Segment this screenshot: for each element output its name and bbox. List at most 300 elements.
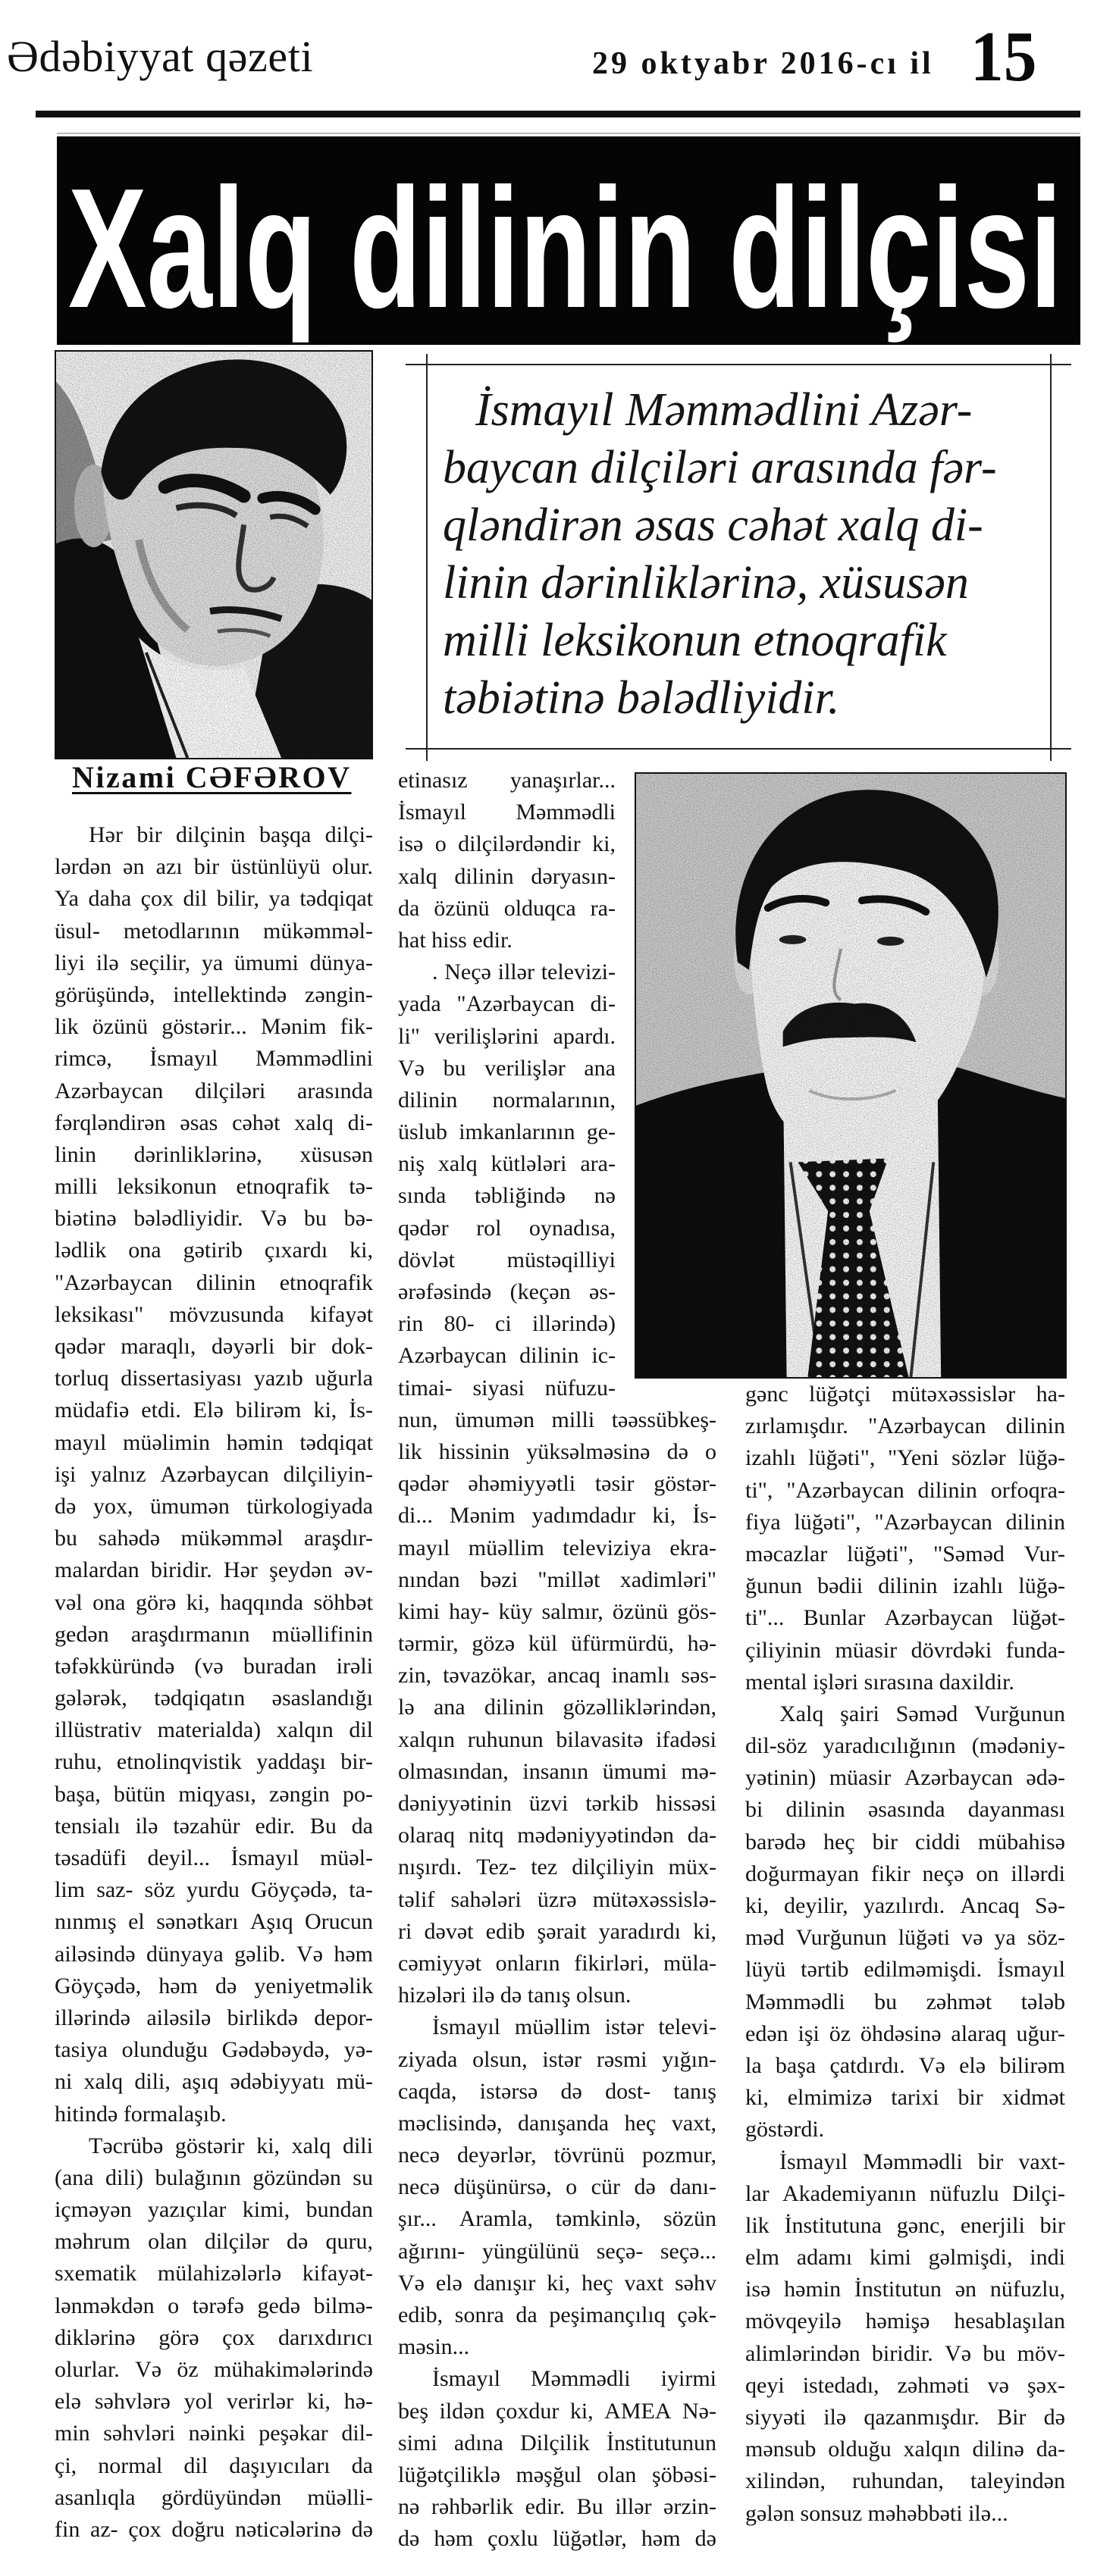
text-line bbox=[55, 2354, 373, 2386]
word: istər bbox=[542, 2046, 582, 2072]
word: salmır, bbox=[541, 1598, 603, 1624]
text-line bbox=[55, 1299, 373, 1331]
word: o bbox=[168, 2293, 180, 2318]
word: İs- bbox=[692, 1503, 716, 1529]
word: alaraq bbox=[951, 2020, 1007, 2046]
word: lüğətlər, bbox=[552, 2526, 627, 2552]
word: cəhət bbox=[232, 1110, 281, 1135]
word: oynadısa, bbox=[528, 1215, 616, 1241]
word: gös- bbox=[677, 1598, 716, 1624]
word: bu bbox=[55, 1526, 77, 1551]
word: ümumən bbox=[455, 1407, 534, 1432]
word: düşünürsə, bbox=[453, 2174, 552, 2200]
word: araşdır- bbox=[303, 1526, 373, 1551]
header-rule bbox=[36, 111, 1080, 117]
word: tez bbox=[531, 1855, 558, 1880]
text-line bbox=[55, 2386, 373, 2418]
word: siyasi bbox=[472, 1375, 525, 1401]
word: qədər bbox=[398, 1215, 449, 1241]
text-line bbox=[745, 1507, 1065, 1538]
word: ri bbox=[398, 1918, 412, 1944]
word: tövrünü bbox=[553, 2142, 625, 2168]
word: istedadı, bbox=[802, 2372, 879, 2398]
word: barədə bbox=[745, 1829, 806, 1855]
word: Hər bbox=[223, 1557, 258, 1583]
word: lik bbox=[55, 1014, 79, 1040]
word: xidmət bbox=[1002, 2085, 1065, 2111]
word: miqyası, bbox=[178, 1781, 256, 1807]
word: müdafiə bbox=[55, 1398, 130, 1423]
text-line bbox=[398, 1660, 716, 1692]
word: tədqiqat bbox=[299, 1429, 373, 1455]
word: bə- bbox=[343, 1206, 373, 1232]
word: nüfuzlu bbox=[929, 2180, 999, 2206]
word: Mənim bbox=[260, 1014, 327, 1040]
word: müəl- bbox=[320, 1845, 373, 1870]
word: rəhbərlik bbox=[431, 2494, 514, 2520]
word: bilavasitə bbox=[556, 1726, 644, 1752]
word: görə bbox=[135, 1589, 177, 1615]
word: Bu bbox=[576, 2494, 603, 2520]
word: kifayət bbox=[309, 1301, 373, 1327]
word: ailəsində bbox=[55, 1941, 136, 1967]
word: haqqında bbox=[220, 1589, 304, 1615]
text-line bbox=[55, 1171, 373, 1203]
word: xalq bbox=[291, 2133, 331, 2158]
word: üstünlüyü bbox=[230, 854, 321, 880]
word: metodlarının bbox=[123, 918, 240, 944]
word: illərdi bbox=[1011, 1861, 1065, 1886]
word: olduqca bbox=[503, 895, 576, 921]
text-line bbox=[745, 1538, 1065, 1570]
word: Nə- bbox=[682, 2398, 716, 2424]
word: Məmmədli bbox=[863, 2149, 963, 2174]
word: möv- bbox=[1017, 2340, 1065, 2366]
text-line bbox=[745, 2402, 1065, 2434]
text-line bbox=[55, 1554, 373, 1586]
word: rimcə, bbox=[55, 1046, 112, 1072]
word: fiya bbox=[745, 1509, 781, 1535]
word: ge- bbox=[586, 1119, 616, 1145]
word: intellektində bbox=[173, 981, 287, 1007]
text-line bbox=[398, 1884, 716, 1916]
text-line bbox=[398, 1468, 716, 1500]
word: funda- bbox=[1005, 1637, 1065, 1663]
word: yığın- bbox=[662, 2046, 716, 2072]
word: Vurğunun bbox=[974, 1701, 1065, 1726]
word: görə bbox=[158, 2324, 199, 2350]
word: səhvləri bbox=[103, 2421, 176, 2446]
word: lar bbox=[745, 2180, 770, 2206]
word: tensialı bbox=[55, 1813, 121, 1839]
word: tərtib bbox=[801, 1957, 849, 1983]
word: yanaşırlar... bbox=[509, 768, 616, 793]
word: Xalq bbox=[779, 1701, 824, 1726]
word: istər bbox=[604, 2014, 644, 2040]
text-line bbox=[55, 1842, 373, 1874]
word: siyyəti bbox=[745, 2405, 806, 2430]
word: tə- bbox=[349, 1174, 373, 1200]
word: edən bbox=[745, 2020, 788, 2046]
word: sözün bbox=[663, 2206, 716, 2232]
word: məhrum bbox=[55, 2229, 130, 2255]
word: tərəfə bbox=[192, 2293, 244, 2318]
word: Təcrübə bbox=[89, 2133, 164, 2158]
word: şairi bbox=[840, 1701, 879, 1726]
word: ədə- bbox=[1026, 1765, 1065, 1791]
word: gətirib bbox=[183, 1238, 243, 1263]
word: ziyada bbox=[398, 2046, 458, 2072]
text-line bbox=[745, 2050, 1065, 2082]
word: çatdırdı. bbox=[829, 2052, 905, 2078]
text-line bbox=[55, 1491, 373, 1523]
text-line bbox=[398, 2396, 716, 2427]
word: İnstitutuna bbox=[784, 2212, 882, 2238]
word: bələdliyidir. bbox=[133, 1206, 243, 1232]
word: hissəsi bbox=[655, 1791, 716, 1816]
text-line bbox=[398, 1085, 616, 1116]
word: o bbox=[434, 831, 447, 857]
word: hə- bbox=[687, 1631, 716, 1657]
text-line bbox=[55, 1363, 373, 1394]
text-line bbox=[55, 1811, 373, 1842]
word: dilçilərdəndir bbox=[458, 831, 581, 857]
word: dil bbox=[183, 2452, 208, 2478]
word: lədlik bbox=[55, 1238, 107, 1263]
word: gəlmişdi, bbox=[928, 2245, 1013, 2271]
word: başa, bbox=[55, 1781, 101, 1807]
word: taleyindən bbox=[970, 2468, 1065, 2494]
word: bulağının bbox=[155, 2164, 241, 2190]
word: "Səməd bbox=[933, 1541, 1005, 1567]
word: şır... bbox=[398, 2206, 437, 2232]
word: "Yeni bbox=[887, 1445, 939, 1471]
word: xalq bbox=[398, 863, 437, 889]
word: quru, bbox=[325, 2229, 373, 2255]
word: olur. bbox=[331, 854, 373, 880]
word: gəlib. bbox=[234, 1941, 286, 1967]
word: müx- bbox=[668, 1855, 716, 1880]
word: uğurla bbox=[315, 1366, 373, 1391]
word: nından bbox=[398, 1567, 460, 1592]
left-column bbox=[55, 819, 373, 2546]
text-line bbox=[745, 1379, 1065, 1410]
word: qədər bbox=[55, 1334, 105, 1359]
text-line: göstərdi. bbox=[745, 2117, 825, 2142]
word: ancaq bbox=[547, 1663, 600, 1689]
text-line bbox=[398, 2011, 716, 2043]
pull-quote-line: qləndirən əsas cəhət xalq di- bbox=[443, 499, 983, 551]
text-line bbox=[745, 1475, 1065, 1507]
word: müasir bbox=[835, 1637, 898, 1663]
word: cür bbox=[591, 2174, 620, 2200]
word: dövlət bbox=[398, 1247, 455, 1272]
text-line bbox=[55, 979, 373, 1011]
word: də bbox=[55, 1493, 77, 1519]
word: ümumən bbox=[149, 1493, 230, 1519]
word: dünya- bbox=[309, 950, 373, 975]
word: ra- bbox=[590, 895, 616, 921]
word: ailəsilə bbox=[146, 2005, 212, 2030]
word: ki, bbox=[693, 1918, 716, 1944]
word: nə bbox=[594, 1183, 616, 1209]
word: tasiya bbox=[55, 2037, 108, 2063]
word: fikir bbox=[870, 1861, 911, 1886]
word: vaxt bbox=[624, 2270, 664, 2296]
word: istərsə bbox=[479, 2078, 538, 2104]
word: dilinin bbox=[1005, 1413, 1065, 1439]
word: asanlıqla bbox=[55, 2484, 136, 2510]
word: ədəbiyyatı bbox=[230, 2069, 325, 2095]
word: çox bbox=[128, 2516, 161, 2542]
right-column bbox=[745, 1379, 1065, 2530]
word: lüğəti bbox=[898, 1925, 951, 1951]
quote-frame-line-bottom bbox=[406, 748, 1071, 750]
word: Və bbox=[296, 1941, 323, 1967]
word: isə bbox=[745, 2277, 771, 2302]
word: əsas bbox=[180, 1110, 218, 1135]
text-line: hizələri ilə də tanış olsun. bbox=[398, 1983, 632, 2008]
text-line bbox=[398, 2076, 716, 2108]
word: tədqiqatın bbox=[154, 1686, 246, 1711]
word: təsir bbox=[594, 1471, 635, 1497]
word: rin bbox=[398, 1311, 424, 1337]
word: (keçən bbox=[509, 1279, 571, 1304]
word: lüğə- bbox=[1018, 1573, 1065, 1599]
word: dilinin bbox=[484, 1695, 544, 1720]
word: işi bbox=[55, 1461, 77, 1487]
word: və bbox=[961, 1925, 983, 1951]
word: məclisində, bbox=[398, 2110, 503, 2136]
word: olan bbox=[148, 2229, 187, 2255]
word: Elə bbox=[193, 1398, 224, 1423]
word: xalqın bbox=[398, 1726, 455, 1752]
word: də bbox=[666, 1438, 688, 1464]
word: ğunun bbox=[745, 1573, 802, 1599]
word: öz bbox=[177, 2357, 199, 2382]
word: bir bbox=[1039, 2212, 1065, 2238]
word: deyilir, bbox=[784, 1893, 848, 1918]
word: kül bbox=[528, 1631, 558, 1657]
text-line bbox=[55, 1267, 373, 1299]
word: yol bbox=[183, 2389, 213, 2415]
word: heç bbox=[823, 1829, 855, 1855]
text-line bbox=[745, 1698, 1065, 1730]
headline: Xalq dilinin dilçisi bbox=[68, 152, 1063, 343]
text-line: hat hiss edir. bbox=[398, 927, 513, 953]
word: lənməkdən bbox=[55, 2293, 155, 2318]
word: ya bbox=[201, 950, 224, 975]
word: (mədəniy- bbox=[971, 1733, 1065, 1759]
word: başqa bbox=[259, 822, 312, 847]
word: özünü bbox=[92, 1014, 149, 1040]
word: yə- bbox=[343, 2037, 373, 2063]
text-line bbox=[398, 893, 616, 925]
word: illərində bbox=[55, 2005, 130, 2030]
word: də bbox=[1043, 2405, 1065, 2430]
word: də bbox=[634, 2174, 656, 2200]
word: doğru bbox=[171, 2516, 225, 2542]
text-line bbox=[745, 1730, 1065, 1762]
author-byline: Nizami CƏFƏROV bbox=[72, 760, 352, 794]
word: başa bbox=[775, 2052, 817, 2078]
text-line bbox=[55, 2418, 373, 2449]
text-line bbox=[745, 1602, 1065, 1634]
word: ekra- bbox=[669, 1535, 716, 1560]
word: İnstitutun bbox=[854, 2277, 942, 2302]
word: "Azərbaycan bbox=[456, 991, 575, 1017]
word: çox bbox=[222, 2324, 255, 2350]
quote-frame-line-top bbox=[406, 364, 1071, 365]
word: xalq bbox=[294, 1110, 334, 1135]
text-line bbox=[745, 2434, 1065, 2465]
word: İs- bbox=[349, 1398, 373, 1423]
headline-banner bbox=[57, 136, 1080, 345]
text-line bbox=[398, 1820, 716, 1851]
word: təzahür bbox=[173, 1813, 240, 1839]
word: danışanda bbox=[518, 2110, 610, 2136]
text-line bbox=[398, 1276, 616, 1308]
word: bir bbox=[872, 1829, 898, 1855]
word: şeydən bbox=[269, 1557, 333, 1583]
word: İsmayıl bbox=[996, 1957, 1065, 1983]
text-line bbox=[55, 2322, 373, 2354]
word: gözəlliklərindən, bbox=[563, 1695, 716, 1720]
text-line bbox=[55, 1107, 373, 1139]
text-line bbox=[745, 1954, 1065, 1986]
word: şərait bbox=[537, 1918, 587, 1944]
text-line bbox=[55, 1970, 373, 2002]
word: məşğul bbox=[516, 2462, 582, 2487]
word: bir- bbox=[340, 1749, 373, 1775]
paragraph bbox=[745, 1698, 1065, 2146]
word: da bbox=[351, 2452, 373, 2478]
word: dilçilər bbox=[204, 2229, 269, 2255]
word: sahələri bbox=[450, 1886, 522, 1912]
word: dilinin bbox=[398, 1087, 458, 1113]
text-line bbox=[55, 916, 373, 947]
word: Və bbox=[945, 2340, 972, 2366]
word: "Azərbaycan bbox=[874, 1509, 992, 1535]
banner-hairline bbox=[57, 133, 1080, 134]
word: dilinin bbox=[785, 1797, 845, 1823]
word: illərində) bbox=[532, 1311, 616, 1337]
text-line bbox=[55, 1523, 373, 1554]
word: cəmiyyət bbox=[398, 1950, 481, 1976]
word: imkanlarının bbox=[459, 1119, 575, 1145]
word: rəsmi bbox=[596, 2046, 647, 2072]
text-line bbox=[398, 1021, 616, 1053]
word: bir bbox=[136, 822, 162, 847]
text-line bbox=[55, 1394, 373, 1426]
word: nun, bbox=[398, 1407, 438, 1432]
word: də bbox=[398, 2526, 420, 2552]
word: dilinin bbox=[1005, 1509, 1065, 1535]
word: ha- bbox=[1036, 1382, 1065, 1407]
word: dəniyyətinin bbox=[398, 1791, 512, 1816]
issue-date: 29 oktyabr 2016-cı il bbox=[592, 46, 934, 81]
word: nınmış bbox=[55, 1909, 117, 1935]
word: niş bbox=[398, 1151, 425, 1177]
word: Sə- bbox=[1034, 1893, 1065, 1918]
word: televiziya bbox=[563, 1535, 651, 1560]
paragraph bbox=[398, 2363, 716, 2555]
word: lüğə- bbox=[1018, 1445, 1065, 1471]
word: dilinin bbox=[519, 1343, 579, 1369]
word: dili) bbox=[105, 2164, 144, 2190]
word: ki, bbox=[256, 2133, 281, 2158]
word: aşıq bbox=[182, 2069, 219, 2095]
word: və bbox=[987, 2372, 1009, 2398]
word: yox, bbox=[92, 1493, 133, 1519]
word: müəllim bbox=[514, 2014, 591, 2040]
word: Azərbaycan bbox=[884, 1605, 993, 1631]
word: xüsusən bbox=[299, 1141, 373, 1167]
word: liyi bbox=[55, 950, 86, 975]
word: yaradıcılığının bbox=[823, 1733, 956, 1759]
word: adamı bbox=[796, 2245, 853, 2271]
word: bu bbox=[303, 1206, 327, 1232]
word: mövzusunda bbox=[169, 1301, 284, 1327]
word: şəx- bbox=[1027, 2372, 1065, 2398]
word: di- bbox=[590, 991, 616, 1017]
quote-frame-line-right bbox=[1050, 354, 1052, 761]
pull-quote-text bbox=[443, 381, 1042, 727]
word: bəzi bbox=[479, 1567, 518, 1592]
word: ciddi bbox=[914, 1829, 961, 1855]
word: Ancaq bbox=[960, 1893, 1020, 1918]
word: edib, bbox=[398, 2302, 444, 2327]
text-line bbox=[55, 2450, 373, 2482]
text-line bbox=[55, 947, 373, 979]
text-line bbox=[398, 797, 616, 828]
word: olurlar. bbox=[55, 2357, 120, 2382]
text-line bbox=[398, 1213, 616, 1244]
word: Gədəbəydə, bbox=[221, 2037, 331, 2063]
word: insanın bbox=[522, 1758, 589, 1784]
pull-quote-line: baycan dilçiləri arasında fər- bbox=[443, 442, 997, 493]
word: etnolinqvistik bbox=[116, 1749, 242, 1775]
word: göstər- bbox=[654, 1471, 716, 1497]
paragraph bbox=[398, 956, 716, 2011]
word: mədəniyyətindən bbox=[517, 1823, 674, 1848]
word: iyirmi bbox=[660, 2366, 716, 2392]
word: ana bbox=[433, 1695, 466, 1720]
word: yada bbox=[398, 991, 441, 1017]
word: sahədə bbox=[98, 1526, 161, 1551]
word: peşəkar bbox=[259, 2421, 328, 2446]
word: müəlimin bbox=[123, 1429, 210, 1455]
word: enerjili bbox=[960, 2212, 1025, 2238]
word: qədər bbox=[398, 1471, 449, 1497]
text-line bbox=[55, 1714, 373, 1746]
text-line bbox=[55, 1619, 373, 1651]
word: gənc bbox=[745, 1382, 788, 1407]
word: televizi- bbox=[541, 959, 616, 985]
word: təvazökar, bbox=[443, 1663, 536, 1689]
word: də bbox=[560, 2078, 582, 2104]
word: lüğətçiliklə bbox=[398, 2462, 500, 2487]
text-line bbox=[398, 2139, 716, 2171]
word: biridir. bbox=[150, 1557, 212, 1583]
word: tələb bbox=[1020, 1989, 1065, 2014]
word: təsadüfi bbox=[55, 1845, 127, 1870]
word: normal bbox=[98, 2452, 163, 2478]
text-line bbox=[398, 861, 616, 893]
pull-quote-line: milli leksikonun etnoqrafik bbox=[443, 615, 947, 666]
pull-quote-line: İsmayıl Məmmədlini Azər- bbox=[475, 384, 973, 436]
word: əsasında bbox=[867, 1797, 945, 1823]
